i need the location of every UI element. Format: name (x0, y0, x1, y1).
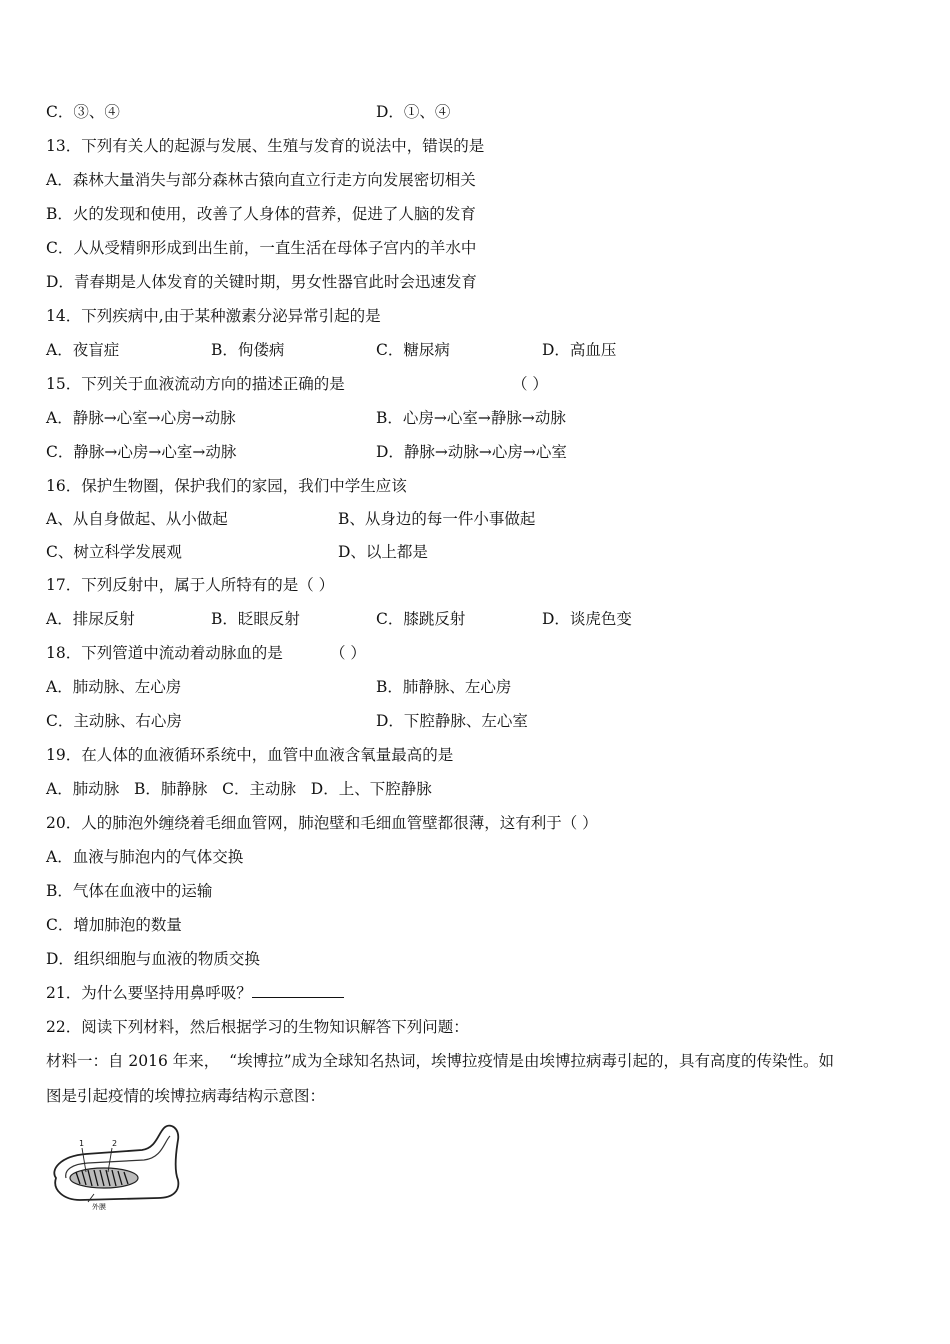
q16-stem: 16．保护生物圈，保护我们的家园，我们中学生应该 (46, 477, 407, 495)
q17-option-d: D．谈虎色变 (542, 610, 632, 628)
q18-option-c: C．主动脉、右心房 (46, 712, 182, 730)
q16-option-a: A、从自身做起、从小做起 (46, 510, 228, 528)
q17-option-b: B．眨眼反射 (211, 610, 300, 628)
q14-option-a: A．夜盲症 (46, 341, 120, 359)
q17-option-c: C．膝跳反射 (376, 610, 466, 628)
q16-option-c: C、树立科学发展观 (46, 543, 182, 561)
q12-option-d: D．①、④ (376, 103, 451, 121)
q14-option-b: B．佝偻病 (211, 341, 285, 359)
pointer-line-outer (88, 1194, 94, 1202)
outer-membrane-shape (54, 1126, 178, 1200)
q22-stem: 22．阅读下列材料，然后根据学习的生物知识解答下列问题： (46, 1018, 469, 1036)
q22-material-line2: 图是引起疫情的埃博拉病毒结构示意图： (46, 1087, 326, 1105)
q20-stem: 20．人的肺泡外缠绕着毛细血管网，肺泡壁和毛细血管壁都很薄，这有利于（ ） (46, 814, 598, 832)
q18-option-b: B．肺静脉、左心房 (376, 678, 512, 696)
q19-stem: 19．在人体的血液循环系统中，血管中血液含氧量最高的是 (46, 746, 454, 764)
label-outer-membrane: 外膜 (92, 1203, 106, 1210)
q18-option-d: D．下腔静脉、左心室 (376, 712, 528, 730)
q16-option-d: D、以上都是 (338, 543, 428, 561)
q21-question (46, 983, 344, 1003)
q17-option-a: A．排尿反射 (46, 610, 135, 628)
q21-answer-blank[interactable] (252, 983, 344, 998)
q20-option-a: A．血液与肺泡内的气体交换 (46, 848, 244, 866)
q15-option-a: A．静脉→心室→心房→动脉 (46, 409, 236, 427)
q16-option-b: B、从身边的每一件小事做起 (338, 510, 536, 528)
q13-option-c: C．人从受精卵形成到出生前，一直生活在母体子宫内的羊水中 (46, 239, 477, 257)
q21-stem: 21．为什么要坚持用鼻呼吸？ (46, 984, 252, 1002)
q12-option-c: C．③、④ (46, 103, 120, 121)
q14-stem: 14．下列疾病中,由于某种激素分泌异常引起的是 (46, 307, 381, 325)
q15-option-b: B．心房→心室→静脉→动脉 (376, 409, 566, 427)
q17-stem: 17．下列反射中，属于人所特有的是（ ） (46, 576, 335, 594)
q13-option-d: D．青春期是人体发育的关键时期，男女性器官此时会迅速发育 (46, 273, 477, 291)
q15-option-c: C．静脉→心房→心室→动脉 (46, 443, 237, 461)
label-2: 2 (112, 1139, 118, 1148)
pointer-line-1 (82, 1148, 86, 1172)
ebola-virus-diagram (46, 1118, 186, 1210)
q13-stem: 13．下列有关人的起源与发展、生殖与发育的说法中，错误的是 (46, 137, 485, 155)
q13-option-b: B．火的发现和使用，改善了人身体的营养，促进了人脑的发育 (46, 205, 476, 223)
q22-material-line1: 材料一：自 2016 年来， “埃博拉”成为全球知名热词，埃博拉疫情是由埃博拉病毒引起的，具有高度的传染性。如 (46, 1052, 835, 1070)
q19-options: A．肺动脉 B．肺静脉 C．主动脉 D．上、下腔静脉 (46, 780, 432, 798)
q13-option-a: A．森林大量消失与部分森林古猿向直立行走方向发展密切相关 (46, 171, 476, 189)
q20-option-c: C．增加肺泡的数量 (46, 916, 182, 934)
q18-answer-paren: （ ） (330, 644, 366, 662)
q15-answer-paren: （ ） (512, 375, 548, 393)
q18-stem: 18．下列管道中流动着动脉血的是 (46, 644, 283, 662)
q15-stem: 15．下列关于血液流动方向的描述正确的是 (46, 375, 345, 393)
q14-option-c: C．糖尿病 (376, 341, 450, 359)
q15-option-d: D．静脉→动脉→心房→心室 (376, 443, 567, 461)
label-1: 1 (79, 1139, 85, 1148)
q18-option-a: A．肺动脉、左心房 (46, 678, 182, 696)
q20-option-b: B．气体在血液中的运输 (46, 882, 213, 900)
q14-option-d: D．高血压 (542, 341, 617, 359)
q20-option-d: D．组织细胞与血液的物质交换 (46, 950, 260, 968)
